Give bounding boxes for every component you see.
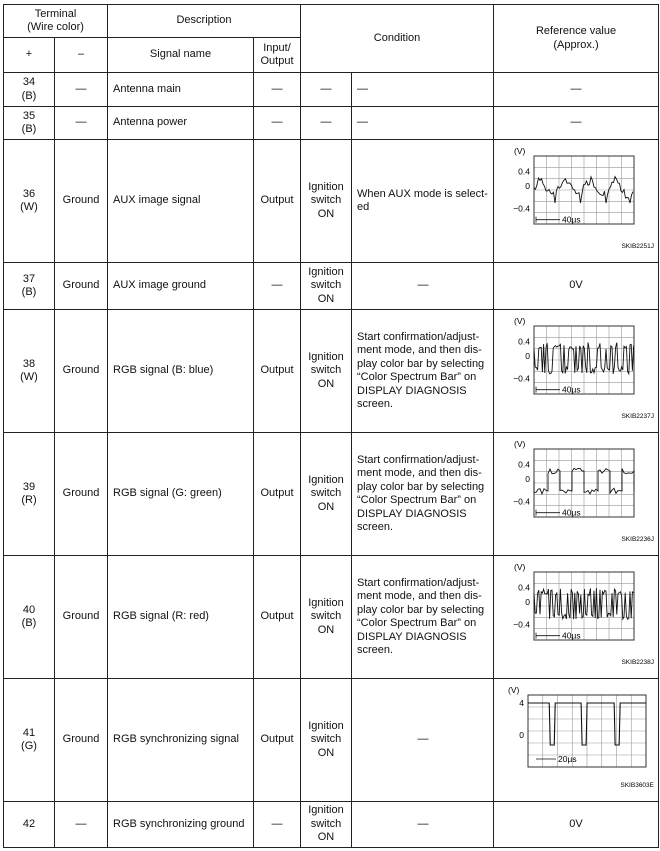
ground-terminal: Ground (55, 310, 108, 433)
terminal-number: 39 (R) (4, 433, 55, 556)
reference-waveform (494, 679, 659, 802)
condition-detail: Start confirmation/adjust- ment mode, and then dis- play color bar by selecting “Color Spectrum Bar” on DISPLAY DIAGNOSIS screen. (352, 556, 494, 679)
terminal-number: 37 (B) (4, 263, 55, 310)
signal-name-header: Signal name (108, 38, 254, 73)
reference-value: 0V (494, 802, 659, 848)
signal-name: RGB synchronizing ground (108, 802, 254, 848)
tick-label: −0.4 (513, 496, 531, 507)
condition-switch: — (301, 107, 352, 140)
table-row (4, 802, 659, 848)
condition-detail: — (352, 263, 494, 310)
unit-label: (V) (514, 315, 526, 326)
condition-detail: — (352, 107, 494, 140)
unit-label: (V) (514, 145, 526, 156)
oscilloscope-waveform (496, 144, 656, 254)
ground-terminal: Ground (55, 556, 108, 679)
tick-label: 0 (525, 350, 531, 361)
time-division-label: 40µs (562, 384, 581, 395)
reference-waveform (494, 556, 659, 679)
signal-name: Antenna power (108, 107, 254, 140)
input-output: — (254, 263, 301, 310)
time-division-label: 40µs (562, 507, 581, 518)
terminal-number: 34 (B) (4, 73, 55, 107)
table-row (4, 107, 659, 140)
tick-label: 0.4 (518, 459, 531, 470)
plus-header: + (4, 38, 55, 73)
terminal-number: 40 (B) (4, 556, 55, 679)
unit-label: (V) (514, 561, 526, 572)
terminal-number: 36 (W) (4, 140, 55, 263)
table-row (4, 140, 659, 263)
condition-detail: — (352, 73, 494, 107)
tick-label: 0.4 (518, 166, 531, 177)
tick-label: 0 (519, 729, 525, 740)
signal-name: AUX image ground (108, 263, 254, 310)
table-row (4, 556, 659, 679)
tick-label: 0.4 (518, 336, 531, 347)
condition-switch: Ignition switch ON (301, 802, 352, 848)
signal-name: RGB signal (B: blue) (108, 310, 254, 433)
signal-name: RGB synchronizing signal (108, 679, 254, 802)
tick-label: −0.4 (513, 203, 531, 214)
input-output: — (254, 107, 301, 140)
reference-value: — (494, 73, 659, 107)
ground-terminal: — (55, 73, 108, 107)
reference-value: — (494, 107, 659, 140)
input-output: Output (254, 679, 301, 802)
ground-terminal: — (55, 107, 108, 140)
condition-header: Condition (301, 5, 494, 73)
minus-header: – (55, 38, 108, 73)
condition-detail: When AUX mode is select- ed (352, 140, 494, 263)
ground-terminal: Ground (55, 263, 108, 310)
figure-code: SKIB2236J (621, 535, 655, 543)
graph-grid (534, 326, 634, 394)
terminal-reference-table (3, 4, 659, 848)
condition-switch: Ignition switch ON (301, 310, 352, 433)
terminal-number: 35 (B) (4, 107, 55, 140)
terminal-number: 42 (4, 802, 55, 848)
input-output: Output (254, 140, 301, 263)
description-header: Description (108, 5, 301, 38)
table-row (4, 73, 659, 107)
reference-waveform (494, 433, 659, 556)
table-row (4, 263, 659, 310)
oscilloscope-waveform (496, 683, 656, 793)
tick-label: 0 (525, 596, 531, 607)
input-output: Output (254, 556, 301, 679)
input-output: — (254, 802, 301, 848)
time-division-label: 40µs (562, 630, 581, 641)
terminal-number: 41 (G) (4, 679, 55, 802)
input-output-header: Input/ Output (254, 38, 301, 73)
input-output: Output (254, 433, 301, 556)
condition-detail: — (352, 802, 494, 848)
oscilloscope-waveform (496, 560, 656, 670)
tick-label: −0.4 (513, 619, 531, 630)
condition-detail: — (352, 679, 494, 802)
figure-code: SKIB2237J (621, 412, 655, 420)
time-division-label: 40µs (562, 214, 581, 225)
waveform-trace (534, 468, 634, 494)
reference-header: Reference value (Approx.) (494, 5, 659, 73)
condition-switch: Ignition switch ON (301, 433, 352, 556)
time-division-label: 20µs (558, 753, 577, 764)
signal-name: RGB signal (R: red) (108, 556, 254, 679)
signal-name: Antenna main (108, 73, 254, 107)
input-output: Output (254, 310, 301, 433)
table-row (4, 310, 659, 433)
table-row (4, 679, 659, 802)
ground-terminal: — (55, 802, 108, 848)
signal-name: AUX image signal (108, 140, 254, 263)
unit-label: (V) (508, 684, 520, 695)
ground-terminal: Ground (55, 433, 108, 556)
terminal-header: Terminal (Wire color) (4, 5, 108, 38)
ground-terminal: Ground (55, 679, 108, 802)
table-row (4, 433, 659, 556)
tick-label: 0 (525, 180, 531, 191)
figure-code: SKIB2238J (621, 658, 655, 666)
input-output: — (254, 73, 301, 107)
condition-switch: — (301, 73, 352, 107)
reference-waveform (494, 140, 659, 263)
condition-switch: Ignition switch ON (301, 556, 352, 679)
condition-switch: Ignition switch ON (301, 679, 352, 802)
unit-label: (V) (514, 438, 526, 449)
terminal-number: 38 (W) (4, 310, 55, 433)
tick-label: −0.4 (513, 373, 531, 384)
condition-detail: Start confirmation/adjust- ment mode, and then dis- play color bar by selecting “Color Spectrum Bar” on DISPLAY DIAGNOSIS screen. (352, 433, 494, 556)
signal-name: RGB signal (G: green) (108, 433, 254, 556)
tick-label: 4 (519, 697, 525, 708)
reference-value: 0V (494, 263, 659, 310)
oscilloscope-waveform (496, 314, 656, 424)
condition-switch: Ignition switch ON (301, 263, 352, 310)
ground-terminal: Ground (55, 140, 108, 263)
condition-switch: Ignition switch ON (301, 140, 352, 263)
figure-code: SKIB2251J (621, 242, 655, 250)
tick-label: 0.4 (518, 582, 531, 593)
figure-code: SKIB3603E (620, 781, 655, 789)
tick-label: 0 (525, 473, 531, 484)
reference-waveform (494, 310, 659, 433)
oscilloscope-waveform (496, 437, 656, 547)
condition-detail: Start confirmation/adjust- ment mode, and then dis- play color bar by selecting “Color Spectrum Bar” on DISPLAY DIAGNOSIS screen. (352, 310, 494, 433)
